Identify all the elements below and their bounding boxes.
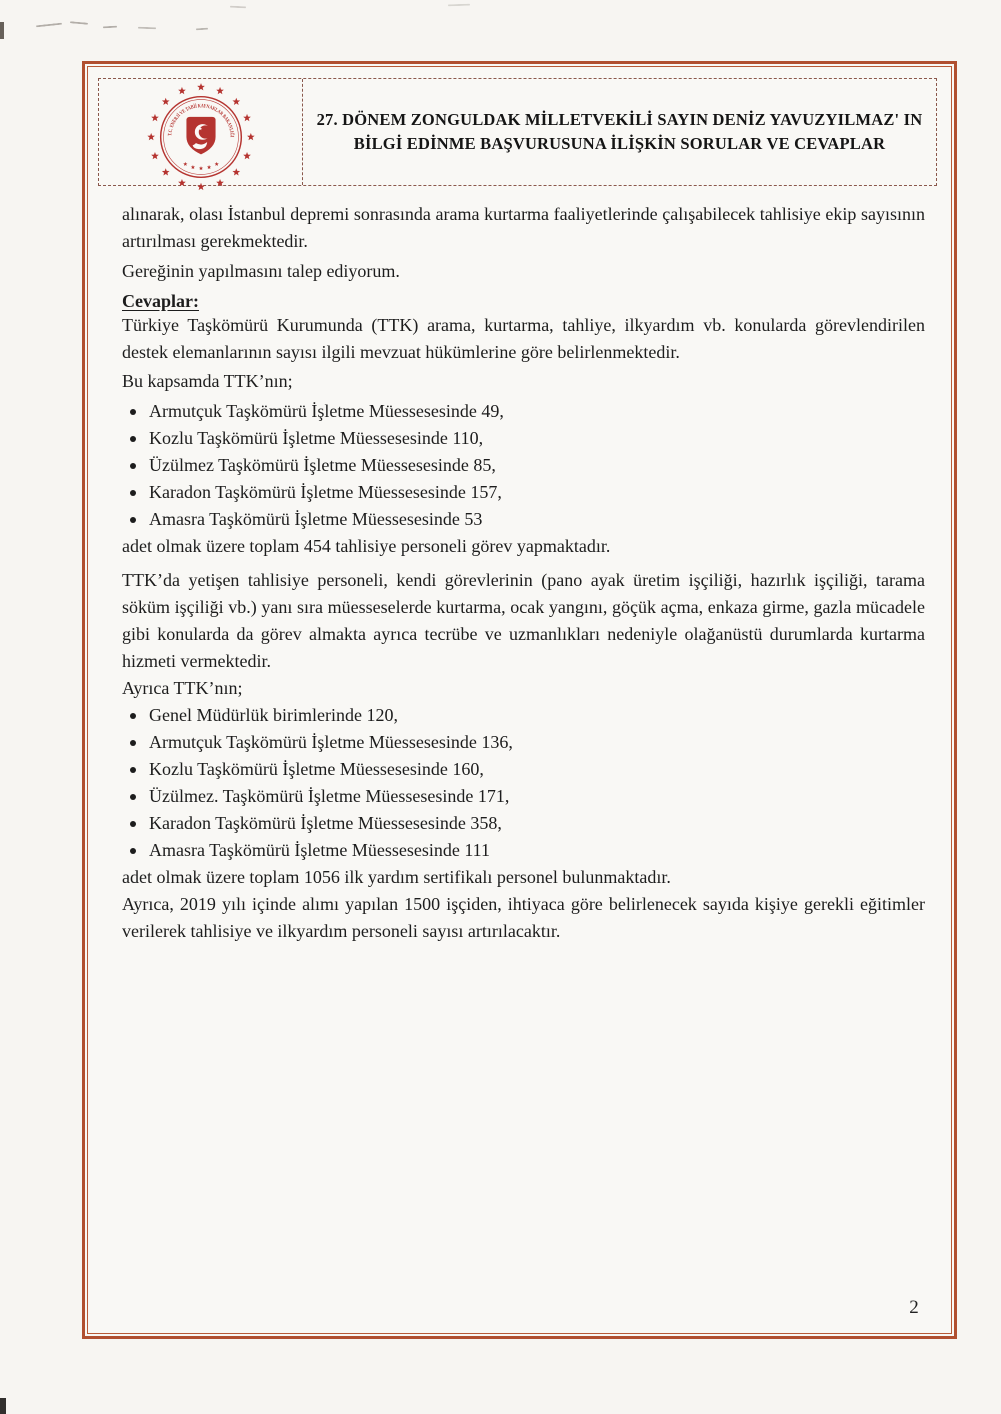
answers-heading: Cevaplar: — [122, 291, 199, 311]
ministry-emblem-icon — [145, 81, 257, 193]
logo-cell — [99, 79, 303, 185]
paragraph-carryover: alınarak, olası İstanbul depremi sonrasında arama kurtarma faaliyetlerinde çalışabilecek tahlisiye ekip sayısının artırılması gerekmektedir. — [122, 204, 925, 251]
scan-artifact — [103, 26, 117, 29]
paragraph-request: Gereğinin yapılmasını talep ediyorum. — [122, 261, 400, 281]
list-item: Karadon Taşkömürü İşletme Müessesesinde 157, — [122, 479, 925, 506]
list-item: Üzülmez. Taşkömürü İşletme Müessesesinde 171, — [122, 783, 925, 810]
paragraph-closing: Ayrıca, 2019 yılı içinde alımı yapılan 1500 işçiden, ihtiyaca göre belirlenecek sayıda kişiye gerekli eğitimler verilerek tahlisiye ve ilkyardım personeli sayısı artırılacaktır. — [122, 894, 925, 941]
list-item: Üzülmez Taşkömürü İşletme Müessesesinde 85, — [122, 452, 925, 479]
scan-artifact — [230, 6, 246, 9]
paragraph-rescue-total: adet olmak üzere toplam 454 tahlisiye personeli görev yapmaktadır. — [122, 536, 611, 556]
paragraph-firstaid-total: adet olmak üzere toplam 1056 ilk yardım sertifikalı personel bulunmaktadır. — [122, 867, 671, 887]
paragraph-ttk-intro: Türkiye Taşkömürü Kurumunda (TTK) arama, kurtarma, tahliye, ilkyardım vb. konularda görevlendirilen destek elemanlarının sayısı ilgili mevzuat hükümlerine göre belirlenmektedir. — [122, 315, 925, 362]
list-item: Genel Müdürlük birimlerinde 120, — [122, 702, 925, 729]
scan-artifact — [448, 4, 470, 7]
paragraph-firstaid-lead: Ayrıca TTK’nın; — [122, 678, 243, 698]
document-body — [122, 201, 925, 945]
scan-artifact — [0, 1398, 6, 1414]
scan-artifact — [70, 21, 88, 25]
list-item: Kozlu Taşkömürü İşletme Müessesesinde 160, — [122, 756, 925, 783]
firstaid-personnel-list — [122, 702, 925, 864]
emblem-shield — [186, 117, 215, 155]
list-item: Armutçuk Taşkömürü İşletme Müessesesinde 49, — [122, 398, 925, 425]
page-number: 2 — [909, 1297, 919, 1318]
document-title — [303, 79, 936, 185]
list-item: Armutçuk Taşkömürü İşletme Müessesesinde 136, — [122, 729, 925, 756]
document-header — [98, 78, 937, 186]
rescue-personnel-list — [122, 398, 925, 533]
document-page-frame — [82, 61, 957, 1339]
scan-artifact — [36, 23, 62, 28]
title-line-1: 27. DÖNEM ZONGULDAK MİLLETVEKİLİ SAYIN DENİZ YAVUZYILMAZ' IN — [316, 110, 923, 130]
list-item: Amasra Taşkömürü İşletme Müessesesinde 111 — [122, 837, 925, 864]
title-line-2: BİLGİ EDİNME BAŞVURUSUNA İLİŞKİN SORULAR VE CEVAPLAR — [353, 134, 886, 153]
paragraph-rescue-detail: TTK’da yetişen tahlisiye personeli, kendi görevlerinin (pano ayak üretim işçiliği, hazırlık işçiliği, tarama söküm işçiliği vb.) yanı sıra müesseselerde kurtarma, ocak yangını, göçük açma, enkaza girme, gazla mücadele gibi konularda da görev almakta ayrıca tecrübe ve uzmanlıkları nedeniyle olağanüstü durumlarda kurtarma hizmeti vermektedir. — [122, 570, 925, 671]
scan-artifact — [0, 22, 4, 39]
paragraph-scope-lead: Bu kapsamda TTK’nın; — [122, 371, 293, 391]
scan-artifact — [196, 28, 208, 31]
list-item: Amasra Taşkömürü İşletme Müessesesinde 53 — [122, 506, 925, 533]
scan-artifact — [138, 27, 156, 30]
emblem-ring-text: T.C. ENERJİ VE TABİİ KAYNAKLAR BAKANLIĞI — [166, 103, 235, 138]
list-item: Kozlu Taşkömürü İşletme Müessesesinde 110, — [122, 425, 925, 452]
list-item: Karadon Taşkömürü İşletme Müessesesinde 358, — [122, 810, 925, 837]
